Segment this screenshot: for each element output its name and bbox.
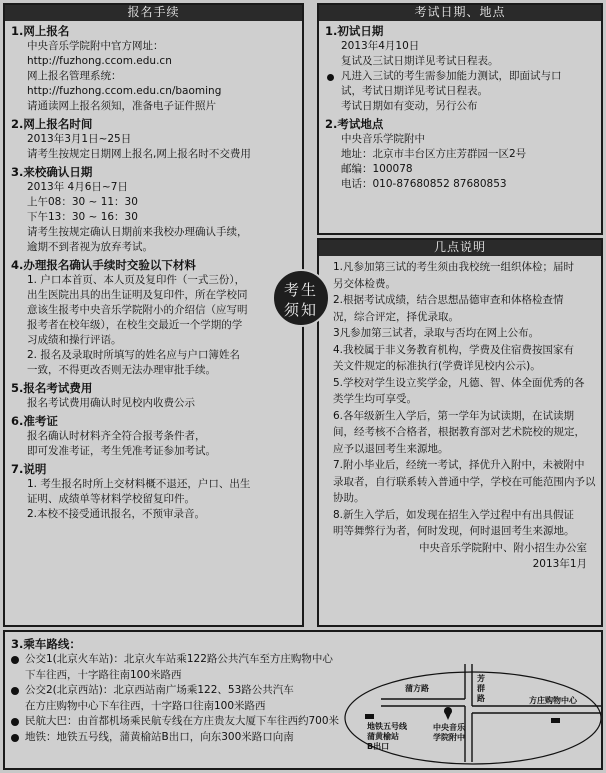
text-line: 2.根据考试成绩，结合思想品德审查和体格检查情: [333, 294, 564, 306]
section-title: 2.网上报名时间: [11, 117, 93, 131]
text-line: 证明、成绩单等材料学校留复印件。: [27, 493, 195, 505]
text-line: 5.学校对学生设立奖学金，凡德、智、体全面优秀的各: [333, 376, 585, 389]
text-line: 中央音乐学院附中官方网址：: [27, 40, 164, 52]
routes-panel: [3, 630, 603, 770]
notes-panel: [317, 238, 603, 627]
note-item: [319, 507, 601, 540]
text-line: 2013年 4月6日~7日: [27, 181, 128, 193]
text-line: 试，考试日期详见考试日程表。: [341, 85, 488, 97]
road-label: 芳群路: [477, 674, 485, 703]
text-line: 2.本校不接受通讯报名，不预审录音。: [27, 508, 206, 520]
text-line: 考试日期如有变动，另行公布: [341, 100, 478, 112]
text-line: 2. 报名及录取时所填写的姓名应与户口簿姓名: [27, 349, 240, 361]
notes-header: 几点说明: [319, 240, 601, 256]
bullet-icon: [327, 74, 334, 81]
section-title: 1.初试日期: [325, 24, 384, 38]
bus-icon: [11, 687, 19, 695]
text-line: 复试及三试日期详见考试日程表。: [341, 55, 499, 67]
text-line: 即可发准考证，考生凭准考证参加考试。: [27, 445, 216, 457]
text-line: 录取者，自行联系转入普通中学，学校在可能范围内予以: [333, 475, 596, 488]
text-line: 8.新生入学后，如发现在招生入学过程中有出具假证: [333, 508, 575, 521]
airport-bus-icon: [11, 718, 19, 726]
text-line: 下车往西，十字路往南100米路西: [25, 668, 182, 681]
text-line: 2013年3月1日~25日: [27, 133, 132, 145]
section-title: 2.考试地点: [325, 117, 384, 131]
registration-header: 报名手续: [5, 5, 302, 21]
text-line: 意该生报考中央音乐学院附小的介绍信（应写明: [27, 304, 248, 316]
text-line: 6.各年级新生入学后，第一学年为试读期，在试读期: [333, 409, 575, 422]
routes-title: 3.乘车路线：: [11, 637, 81, 651]
text-line: 网上报名管理系统：: [27, 70, 122, 82]
text-line: 逾期不到者视为放弃考试。: [27, 241, 153, 253]
website-url: http://fuzhong.ccom.edu.cn: [27, 55, 172, 67]
text-line: 1. 户口本首页、本人页及复印件（一式三份），: [27, 274, 246, 286]
text-line: 地铁：地铁五号线，蒲黄榆站B出口，向东300米路口向南: [25, 730, 294, 743]
bus-icon: [11, 656, 19, 664]
text-line: 明等舞弊行为者，何时发现，何时退回考生来源地。: [333, 525, 575, 537]
text-line: 习成绩和操行评语。: [27, 334, 122, 346]
section-title: 4.办理报名确认手续时交验以下材料: [11, 258, 196, 272]
text-line: 应予以退回考生来源地。: [333, 442, 449, 455]
text-line: 间，经考核不合格者，根据教育部对艺术院校的规定，: [333, 426, 585, 438]
map-label: 蒲黄榆站: [367, 732, 399, 741]
text-line: 类学生均可享受。: [333, 393, 417, 405]
note-item: [319, 408, 601, 458]
location-map: [343, 644, 601, 766]
text-line: 中央音乐学院附中: [341, 133, 425, 145]
road-label: 蒲方路: [405, 684, 429, 693]
text-line: 协助。: [333, 492, 365, 504]
text-line: 公交1(北京火车站)：北京火车站乘122路公共汽车至方庄购物中心: [25, 653, 333, 665]
text-line: 一致，不得更改否则无法办理审批手续。: [27, 364, 216, 376]
text-line: 3凡参加第三试者，录取与否均在网上公布。: [333, 327, 540, 339]
section-title: 6.准考证: [11, 414, 58, 428]
note-item: [319, 375, 601, 408]
date: 2013年1月: [532, 557, 587, 570]
text-line: 在方庄购物中心下车往西，十字路口往南100米路西: [25, 699, 266, 712]
registration-url: http://fuzhong.ccom.edu.cn/baoming: [27, 85, 222, 97]
text-line: 请考生按规定日期网上报名,网上报名时不交费用: [27, 148, 251, 160]
text-line: 报名确认时材料齐全符合报考条件者，: [27, 430, 206, 442]
subway-icon: [11, 734, 19, 742]
text-line: 况，综合评定，择优录取。: [333, 310, 459, 323]
text-line: 报考者在校年级），在校生交最近一个学期的学: [27, 319, 243, 331]
map-label: B出口: [367, 742, 390, 751]
text-line: 请通读网上报名须知，准备电子证件照片: [27, 100, 216, 112]
section-title: 3.来校确认日期: [11, 165, 93, 179]
note-item: [319, 342, 601, 375]
text-line: 请考生按规定确认日期前来我校办理确认手续，: [27, 226, 248, 238]
phone: 电话：010-87680852 87680853: [341, 178, 507, 190]
text-line: 下午13：30 ~ 16：30: [27, 211, 138, 223]
school-label: 中央音乐: [433, 723, 465, 732]
mall-label: 方庄购物中心: [529, 696, 577, 705]
text-line: 凡进入三试的考生需参加能力测试，即面试与口: [341, 70, 562, 82]
signature: 中央音乐学院附中、附小招生办公室: [419, 541, 587, 554]
section-title: 5.报名考试费用: [11, 381, 93, 395]
badge-line: 考生: [283, 281, 318, 299]
badge-line: 须知: [283, 301, 318, 319]
text-line: 1. 考生报名时所上交材料概不退还，户口、出生: [27, 478, 251, 490]
note-item: [319, 292, 601, 325]
text-line: 另交体检费。: [333, 277, 396, 290]
candidate-notice-badge: [272, 269, 330, 327]
school-label: 学院附中: [433, 733, 465, 742]
text-line: 关文件规定的标准执行(学费详见校内公示)。: [333, 360, 541, 372]
text-line: 出生医院出具的出生证明及复印件，所在学校同: [27, 289, 248, 301]
text-line: 2013年4月10日: [341, 40, 420, 52]
map-label: 地铁五号线: [367, 722, 407, 731]
postcode: 邮编：100078: [341, 163, 413, 175]
registration-panel: [3, 3, 304, 627]
section-title: 1.网上报名: [11, 24, 70, 38]
text-line: 报名考试费用确认时见校内收费公示: [27, 397, 195, 409]
address: 地址：北京市丰台区方庄芳群园一区2号: [341, 148, 527, 160]
exam-date-panel: [317, 3, 603, 235]
note-item: [319, 325, 601, 342]
text-line: 公交2(北京西站)：北京西站南广场乘122、53路公共汽车: [25, 684, 294, 696]
exam-date-header: 考试日期、地点: [319, 5, 601, 21]
section-title: 7.说明: [11, 462, 47, 476]
note-item: [319, 457, 601, 507]
text-line: 4.我校属于非义务教育机构，学费及住宿费按国家有: [333, 343, 575, 356]
text-line: 7.附小毕业后，经统一考试，择优升入附中，未被附中: [333, 459, 585, 471]
text-line: 上午08：30 ~ 11：30: [27, 196, 138, 208]
text-line: 民航大巴：由首都机场乘民航专线在方庄贵友大厦下车往西约700米: [25, 715, 340, 727]
note-item: [319, 259, 601, 292]
text-line: 1.凡参加第三试的考生须由我校统一组织体检；届时: [333, 261, 575, 273]
bullet-line: [325, 69, 595, 84]
